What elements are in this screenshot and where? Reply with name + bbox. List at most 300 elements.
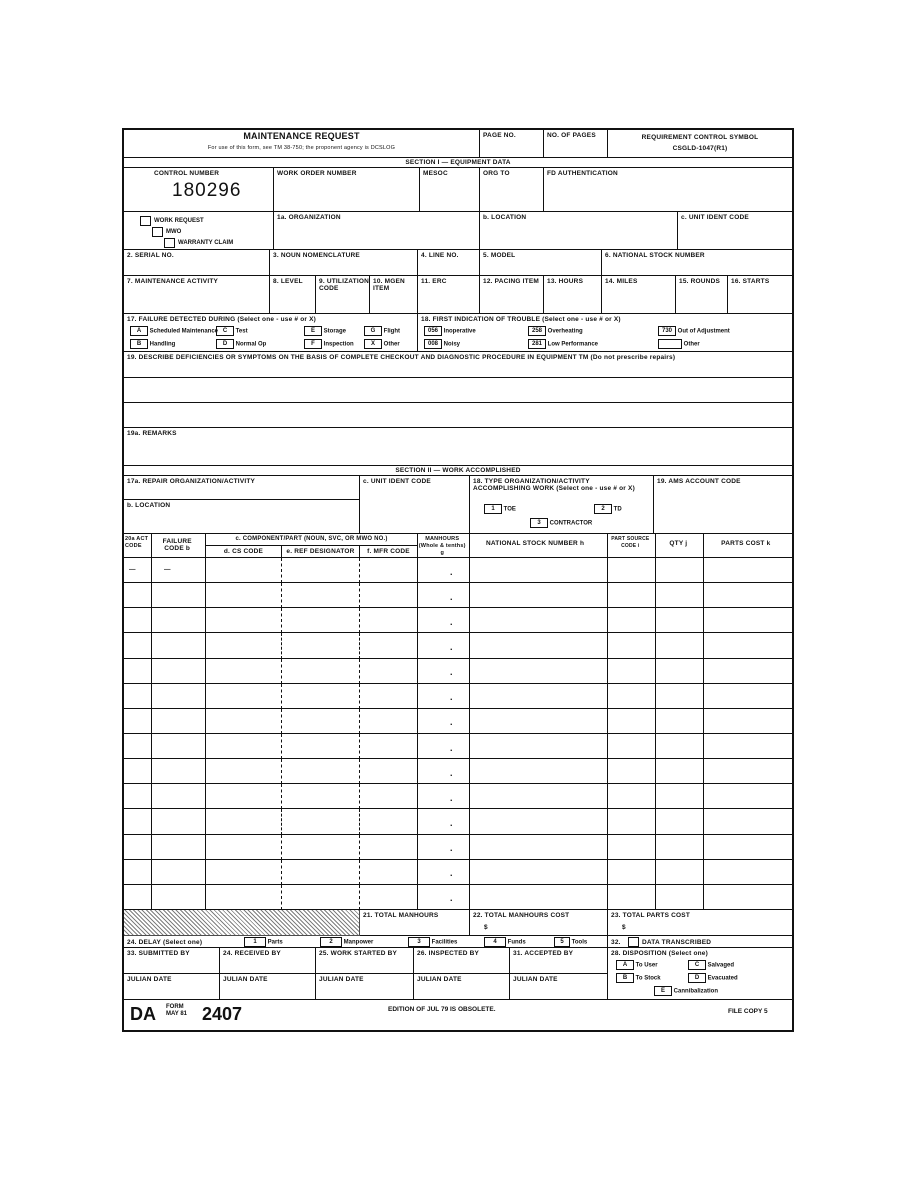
- julian-date-5[interactable]: [510, 974, 608, 1000]
- table-cell[interactable]: [152, 684, 206, 709]
- table-cell[interactable]: [470, 734, 608, 759]
- delay-code-tools: 5: [554, 937, 570, 947]
- rounds-label: 15. ROUNDS: [679, 278, 721, 285]
- table-cell[interactable]: [704, 885, 792, 910]
- table-cell[interactable]: [282, 633, 360, 658]
- total-manhours-label: 21. TOTAL MANHOURS: [363, 912, 439, 919]
- julian-date-3[interactable]: [316, 974, 414, 1000]
- contractor-option[interactable]: [530, 518, 592, 528]
- table-cell[interactable]: [360, 709, 418, 734]
- delay-code-parts: 1: [244, 937, 266, 947]
- table-cell[interactable]: [608, 759, 656, 784]
- table-cell[interactable]: [282, 784, 360, 809]
- col-act-code: [124, 534, 152, 558]
- table-cell[interactable]: [152, 633, 206, 658]
- trouble-option-258[interactable]: [528, 326, 583, 336]
- table-cell[interactable]: [124, 558, 152, 583]
- delay-label-parts: Parts: [267, 939, 283, 946]
- fd-auth-label: FD AUTHENTICATION: [547, 170, 618, 177]
- disposition-option-d[interactable]: [688, 973, 738, 983]
- line-no-field[interactable]: [418, 250, 480, 276]
- mgen-label: 10. MGEN ITEM: [373, 278, 405, 292]
- table-cell[interactable]: [470, 809, 608, 834]
- org-to-field[interactable]: [480, 168, 544, 212]
- table-cell[interactable]: [206, 659, 282, 684]
- table-cell[interactable]: [704, 860, 792, 885]
- disposition-option-c[interactable]: [688, 960, 734, 970]
- failure-label-g: Flight: [383, 328, 400, 335]
- table-cell[interactable]: [360, 860, 418, 885]
- mesoc-field[interactable]: [420, 168, 480, 212]
- table-cell[interactable]: [360, 835, 418, 860]
- table-cell[interactable]: [418, 734, 470, 759]
- table-cell[interactable]: [656, 659, 704, 684]
- page-no-field[interactable]: [480, 130, 544, 158]
- req-control-cell: [608, 130, 792, 158]
- disposition-option-e[interactable]: [654, 986, 718, 996]
- table-cell[interactable]: [124, 885, 152, 910]
- table-cell[interactable]: [124, 608, 152, 633]
- line-no-label: 4. LINE NO.: [421, 252, 459, 259]
- table-cell[interactable]: [124, 709, 152, 734]
- table-cell[interactable]: [608, 809, 656, 834]
- table-cell[interactable]: [418, 659, 470, 684]
- trouble-label-056: Inoperative: [443, 328, 476, 335]
- table-cell[interactable]: [206, 759, 282, 784]
- table-cell[interactable]: [152, 558, 206, 583]
- table-cell[interactable]: [470, 709, 608, 734]
- toe-option[interactable]: [484, 504, 516, 514]
- control-number-cell[interactable]: [124, 168, 274, 212]
- utilization-label: 9. UTILIZATION CODE: [319, 278, 369, 292]
- table-cell[interactable]: [418, 860, 470, 885]
- table-cell[interactable]: [470, 633, 608, 658]
- level-field[interactable]: [270, 276, 316, 314]
- delay-option-manpower[interactable]: [320, 937, 373, 947]
- serial-no-field[interactable]: [124, 250, 270, 276]
- table-cell[interactable]: [704, 659, 792, 684]
- delay-code-manpower: 2: [320, 937, 342, 947]
- unit-ident-label: c. UNIT IDENT CODE: [681, 214, 749, 221]
- table-cell[interactable]: [206, 784, 282, 809]
- received-by-label: 24. RECEIVED BY: [223, 950, 281, 957]
- table-cell[interactable]: [152, 809, 206, 834]
- table-cell[interactable]: [152, 709, 206, 734]
- accepted-by-label: 31. ACCEPTED BY: [513, 950, 574, 957]
- table-cell[interactable]: [608, 709, 656, 734]
- warranty-claim-checkbox[interactable]: [164, 238, 175, 248]
- footer-edition: EDITION OF JUL 79 IS OBSOLETE.: [388, 1006, 496, 1013]
- table-cell[interactable]: [704, 809, 792, 834]
- submitted-by-field[interactable]: [124, 948, 220, 974]
- work-order-label: WORK ORDER NUMBER: [277, 170, 357, 177]
- td-option[interactable]: [594, 504, 622, 514]
- trouble-label-other: Other: [683, 341, 700, 348]
- table-cell[interactable]: [418, 835, 470, 860]
- disposition-label-b: To Stock: [635, 975, 661, 982]
- req-control-value: CSGLD-1047(R1): [672, 145, 728, 152]
- table-cell[interactable]: [470, 583, 608, 608]
- table-cell[interactable]: [282, 659, 360, 684]
- table-cell[interactable]: [360, 734, 418, 759]
- table-cell[interactable]: [152, 759, 206, 784]
- starts-label: 16. STARTS: [731, 278, 770, 285]
- table-cell[interactable]: [152, 659, 206, 684]
- table-cell[interactable]: [124, 759, 152, 784]
- noun-nomenclature-field[interactable]: [270, 250, 418, 276]
- col-nsn-label: NATIONAL STOCK NUMBER h: [486, 540, 585, 547]
- delay-label-funds: Funds: [507, 939, 526, 946]
- table-cell[interactable]: [282, 709, 360, 734]
- maintenance-request-form: [122, 128, 794, 1032]
- julian-date-3-label: JULIAN DATE: [319, 976, 364, 983]
- table-cell[interactable]: [656, 809, 704, 834]
- table-cell[interactable]: [704, 583, 792, 608]
- fd-auth-field[interactable]: [544, 168, 792, 212]
- failure-option-d[interactable]: [216, 339, 266, 349]
- table-cell[interactable]: [206, 835, 282, 860]
- total-parts-cost-field[interactable]: [608, 910, 792, 936]
- table-cell[interactable]: [656, 684, 704, 709]
- table-cell[interactable]: [124, 809, 152, 834]
- col-qty-label: QTY j: [669, 540, 688, 547]
- failure-option-c[interactable]: [216, 326, 248, 336]
- ams-account-field[interactable]: [654, 476, 792, 534]
- table-cell[interactable]: [152, 583, 206, 608]
- total-manhours-field[interactable]: [360, 910, 470, 936]
- table-cell[interactable]: [282, 684, 360, 709]
- table-cell[interactable]: [206, 860, 282, 885]
- table-cell[interactable]: [124, 734, 152, 759]
- table-cell[interactable]: [608, 860, 656, 885]
- table-cell[interactable]: [470, 835, 608, 860]
- data-transcribed-checkbox[interactable]: [628, 937, 639, 947]
- delay-label: 24. DELAY (Select one): [127, 939, 203, 946]
- table-cell[interactable]: [124, 583, 152, 608]
- failure-label-e: Storage: [323, 328, 347, 335]
- table-cell[interactable]: [704, 684, 792, 709]
- table-cell[interactable]: [470, 860, 608, 885]
- failure-option-e[interactable]: [304, 326, 346, 336]
- section2-header: [124, 466, 792, 476]
- table-cell[interactable]: [418, 684, 470, 709]
- table-cell[interactable]: [418, 633, 470, 658]
- parts-table-body: [124, 558, 792, 910]
- table-cell[interactable]: [282, 885, 360, 910]
- repair-location-field[interactable]: [124, 500, 360, 534]
- organization-field[interactable]: [274, 212, 480, 250]
- disposition-code-a: A: [616, 960, 634, 970]
- failure-option-b[interactable]: [130, 339, 175, 349]
- table-cell[interactable]: [206, 633, 282, 658]
- table-cell[interactable]: [124, 835, 152, 860]
- deficiencies-field[interactable]: [124, 352, 792, 428]
- table-cell[interactable]: [656, 759, 704, 784]
- utilization-field[interactable]: [316, 276, 370, 314]
- trouble-option-281[interactable]: [528, 339, 598, 349]
- starts-field[interactable]: [728, 276, 792, 314]
- trouble-option-other[interactable]: [658, 339, 700, 349]
- table-cell[interactable]: [206, 734, 282, 759]
- remarks-field[interactable]: [124, 428, 792, 466]
- table-cell[interactable]: [360, 659, 418, 684]
- data-transcribed-num: 32.: [611, 939, 621, 946]
- nsn-field[interactable]: [602, 250, 792, 276]
- trouble-code-281: 281: [528, 339, 546, 349]
- failure-option-g[interactable]: [364, 326, 400, 336]
- table-cell[interactable]: [206, 885, 282, 910]
- no-of-pages-field[interactable]: [544, 130, 608, 158]
- delay-option-funds[interactable]: [484, 937, 526, 947]
- table-cell[interactable]: [282, 734, 360, 759]
- first-row-act-value: —: [129, 566, 136, 573]
- trouble-label-258: Overheating: [547, 328, 583, 335]
- model-field[interactable]: [480, 250, 602, 276]
- table-cell[interactable]: [360, 633, 418, 658]
- control-number-value: 180296: [172, 180, 242, 201]
- unit-ident-field[interactable]: [678, 212, 792, 250]
- col-mfr-code: [360, 546, 418, 558]
- table-cell[interactable]: [282, 835, 360, 860]
- repair-org-field[interactable]: [124, 476, 360, 500]
- miles-field[interactable]: [602, 276, 676, 314]
- table-cell[interactable]: [608, 558, 656, 583]
- table-cell[interactable]: [470, 784, 608, 809]
- table-cell[interactable]: [282, 860, 360, 885]
- table-cell[interactable]: [608, 885, 656, 910]
- table-cell[interactable]: [704, 759, 792, 784]
- table-cell[interactable]: [418, 558, 470, 583]
- table-cell[interactable]: [152, 860, 206, 885]
- repair-unit-ident-field[interactable]: [360, 476, 470, 534]
- col-component-label: c. COMPONENT/PART (NOUN, SVC, OR MWO NO.): [235, 536, 388, 542]
- col-manhours: [418, 534, 470, 558]
- delay-option-tools[interactable]: [554, 937, 587, 947]
- table-cell[interactable]: [656, 558, 704, 583]
- table-cell[interactable]: [152, 784, 206, 809]
- hours-field[interactable]: [544, 276, 602, 314]
- table-cell[interactable]: [704, 784, 792, 809]
- table-cell[interactable]: [418, 583, 470, 608]
- table-cell[interactable]: [608, 608, 656, 633]
- total-manhours-cost-field[interactable]: [470, 910, 608, 936]
- table-cell[interactable]: [360, 583, 418, 608]
- table-cell[interactable]: [656, 734, 704, 759]
- table-cell[interactable]: [152, 608, 206, 633]
- table-cell[interactable]: [360, 608, 418, 633]
- table-cell[interactable]: [152, 835, 206, 860]
- first-indication-label: 18. FIRST INDICATION OF TROUBLE (Select one - use # or X): [421, 316, 621, 323]
- inspected-by-field[interactable]: [414, 948, 510, 974]
- location-field[interactable]: [480, 212, 678, 250]
- table-cell[interactable]: [360, 558, 418, 583]
- col-act-code-label: 20a ACT CODE: [125, 536, 149, 549]
- table-cell[interactable]: [656, 860, 704, 885]
- rounds-field[interactable]: [676, 276, 728, 314]
- shaded-block: [124, 910, 360, 936]
- table-cell[interactable]: [360, 759, 418, 784]
- table-cell[interactable]: [470, 659, 608, 684]
- table-cell[interactable]: [656, 885, 704, 910]
- received-by-field[interactable]: [220, 948, 316, 974]
- delay-label-facilities: Facilities: [431, 939, 458, 946]
- table-cell[interactable]: [608, 784, 656, 809]
- table-cell[interactable]: [282, 583, 360, 608]
- table-cell[interactable]: [418, 709, 470, 734]
- table-cell[interactable]: [704, 709, 792, 734]
- table-cell[interactable]: [608, 734, 656, 759]
- delay-option-parts[interactable]: [244, 937, 283, 947]
- table-cell[interactable]: [124, 860, 152, 885]
- failure-code-f: F: [304, 339, 322, 349]
- table-cell[interactable]: [360, 809, 418, 834]
- noun-nomenclature-label: 3. NOUN NOMENCLATURE: [273, 252, 360, 259]
- failure-option-a[interactable]: [130, 326, 218, 336]
- decimal-point: .: [450, 767, 453, 778]
- delay-option-facilities[interactable]: [408, 937, 457, 947]
- disposition-label-d: Evacuated: [707, 975, 738, 982]
- table-cell[interactable]: [418, 784, 470, 809]
- trouble-label-730: Out of Adjustment: [677, 328, 730, 335]
- table-cell[interactable]: [360, 684, 418, 709]
- failure-option-x[interactable]: [364, 339, 400, 349]
- trouble-option-056[interactable]: [424, 326, 476, 336]
- table-cell[interactable]: [608, 835, 656, 860]
- table-cell[interactable]: [206, 608, 282, 633]
- disposition-label-c: Salvaged: [707, 962, 735, 969]
- failure-code-a: A: [130, 326, 148, 336]
- accepted-by-field[interactable]: [510, 948, 608, 974]
- table-cell[interactable]: [206, 809, 282, 834]
- table-cell[interactable]: [418, 608, 470, 633]
- table-cell[interactable]: [206, 558, 282, 583]
- table-cell[interactable]: [704, 633, 792, 658]
- table-cell[interactable]: [206, 684, 282, 709]
- maint-activity-field[interactable]: [124, 276, 270, 314]
- col-parts-cost-label: PARTS COST k: [721, 540, 771, 547]
- table-cell[interactable]: [282, 608, 360, 633]
- org-to-label: ORG TO: [483, 170, 510, 177]
- disposition-code-b: B: [616, 973, 634, 983]
- trouble-option-730[interactable]: [658, 326, 730, 336]
- table-cell[interactable]: [470, 759, 608, 784]
- trouble-code-730: 730: [658, 326, 676, 336]
- trouble-option-008[interactable]: [424, 339, 460, 349]
- mwo-label: MWO: [166, 229, 182, 235]
- trouble-label-281: Low Performance: [547, 341, 599, 348]
- pacing-item-field[interactable]: [480, 276, 544, 314]
- trouble-code-008: 008: [424, 339, 442, 349]
- table-cell[interactable]: [124, 659, 152, 684]
- decimal-point: .: [450, 817, 453, 828]
- table-cell[interactable]: [704, 558, 792, 583]
- table-cell[interactable]: [470, 684, 608, 709]
- erc-label: 11. ERC: [421, 278, 447, 285]
- contractor-label: CONTRACTOR: [549, 520, 593, 527]
- submitted-by-label: 33. SUBMITTED BY: [127, 950, 190, 957]
- table-cell[interactable]: [282, 809, 360, 834]
- work-started-by-field[interactable]: [316, 948, 414, 974]
- table-cell[interactable]: [608, 633, 656, 658]
- julian-date-4[interactable]: [414, 974, 510, 1000]
- type-org-label: 18. TYPE ORGANIZATION/ACTIVITY ACCOMPLISHING WORK (Select one - use # or X): [473, 478, 635, 492]
- table-cell[interactable]: [206, 709, 282, 734]
- col-source-code: [608, 534, 656, 558]
- decimal-point: .: [450, 667, 453, 678]
- work-order-field[interactable]: [274, 168, 420, 212]
- table-cell[interactable]: [282, 759, 360, 784]
- level-label: 8. LEVEL: [273, 278, 303, 285]
- failure-option-f[interactable]: [304, 339, 354, 349]
- warranty-claim-label: WARRANTY CLAIM: [178, 240, 234, 246]
- decimal-point: .: [450, 717, 453, 728]
- work-request-label: WORK REQUEST: [154, 218, 204, 224]
- table-cell[interactable]: [704, 734, 792, 759]
- disposition-option-a[interactable]: [616, 960, 658, 970]
- table-cell[interactable]: [656, 835, 704, 860]
- table-cell[interactable]: [656, 608, 704, 633]
- table-cell[interactable]: [124, 633, 152, 658]
- table-cell[interactable]: [656, 784, 704, 809]
- table-cell[interactable]: [656, 709, 704, 734]
- decimal-point: .: [450, 616, 453, 627]
- table-cell[interactable]: [608, 684, 656, 709]
- mgen-field[interactable]: [370, 276, 418, 314]
- footer-da: DA: [130, 1004, 156, 1024]
- julian-date-4-label: JULIAN DATE: [417, 976, 462, 983]
- failure-code-b: B: [130, 339, 148, 349]
- disposition-label-a: To User: [635, 962, 658, 969]
- table-cell[interactable]: [608, 583, 656, 608]
- table-cell[interactable]: [206, 583, 282, 608]
- julian-date-2[interactable]: [220, 974, 316, 1000]
- table-cell[interactable]: [704, 835, 792, 860]
- failure-code-c: C: [216, 326, 234, 336]
- repair-org-label: 17a. REPAIR ORGANIZATION/ACTIVITY: [127, 478, 256, 485]
- table-cell[interactable]: [360, 784, 418, 809]
- table-cell[interactable]: [418, 759, 470, 784]
- julian-date-1[interactable]: [124, 974, 220, 1000]
- table-cell[interactable]: [360, 885, 418, 910]
- disposition-option-b[interactable]: [616, 973, 661, 983]
- erc-field[interactable]: [418, 276, 480, 314]
- hours-label: 13. HOURS: [547, 278, 584, 285]
- col-cs-code-label: d. CS CODE: [223, 548, 264, 555]
- table-cell[interactable]: [608, 659, 656, 684]
- failure-code-d: D: [216, 339, 234, 349]
- table-cell[interactable]: [418, 885, 470, 910]
- table-cell[interactable]: [470, 885, 608, 910]
- table-cell[interactable]: [124, 684, 152, 709]
- table-cell[interactable]: [152, 885, 206, 910]
- work-request-checkbox[interactable]: [140, 216, 151, 226]
- mesoc-label: MESOC: [423, 170, 448, 177]
- table-cell[interactable]: [470, 608, 608, 633]
- footer-form-number: 2407: [202, 1004, 243, 1024]
- table-cell[interactable]: [124, 784, 152, 809]
- table-cell[interactable]: [282, 558, 360, 583]
- delay-label-tools: Tools: [571, 939, 588, 946]
- mwo-checkbox[interactable]: [152, 227, 163, 237]
- table-cell[interactable]: [470, 558, 608, 583]
- table-cell[interactable]: [656, 633, 704, 658]
- table-cell[interactable]: [656, 583, 704, 608]
- table-cell[interactable]: [704, 608, 792, 633]
- table-cell[interactable]: [152, 734, 206, 759]
- request-type-cell: [124, 212, 274, 250]
- table-cell[interactable]: [418, 809, 470, 834]
- data-transcribed-label: DATA TRANSCRIBED: [642, 939, 712, 946]
